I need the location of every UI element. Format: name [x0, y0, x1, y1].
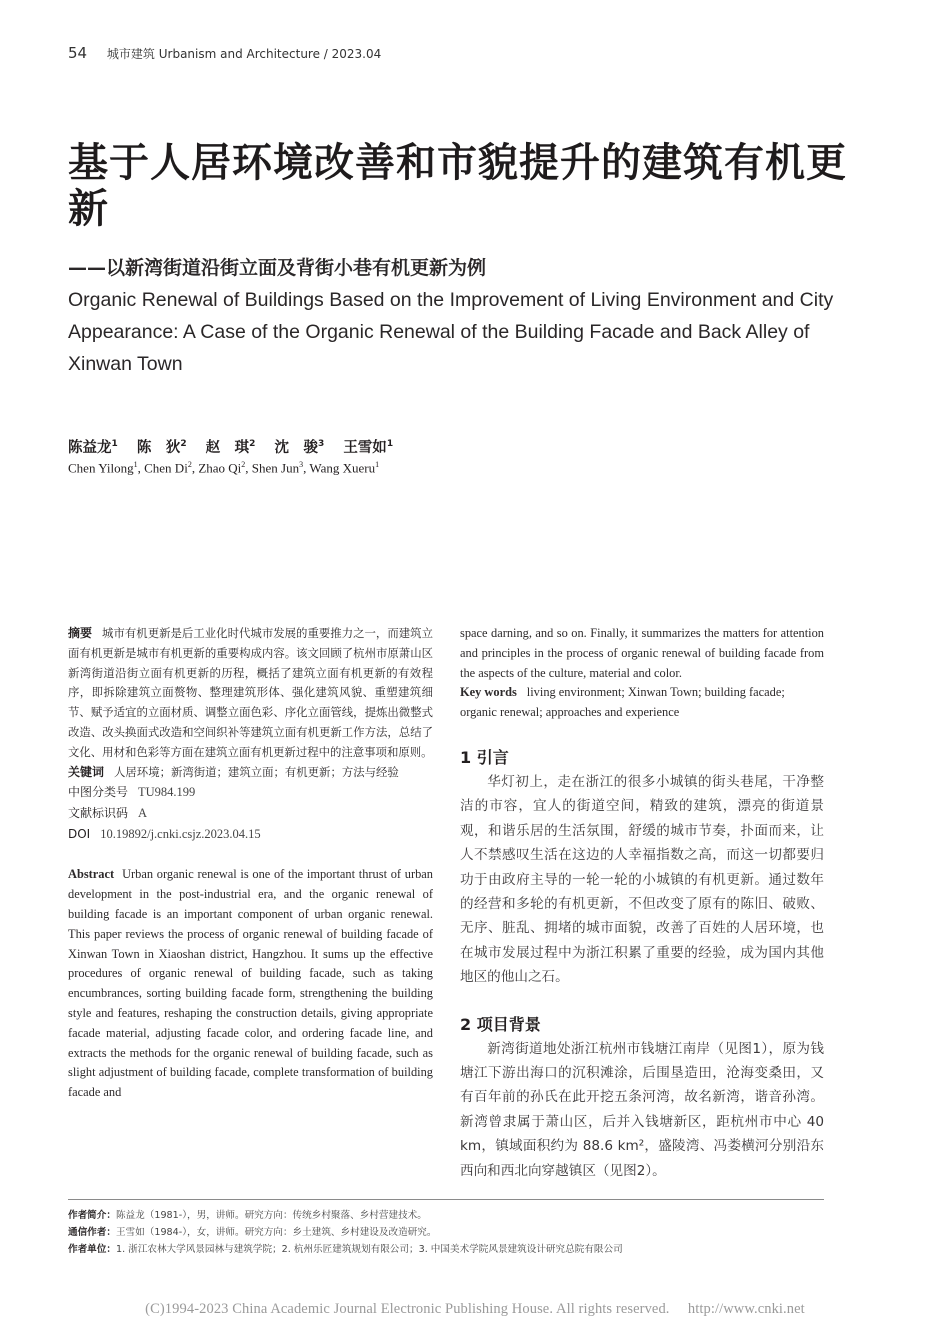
author-list-en	[68, 460, 379, 476]
doi-value[interactable]: 10.19892/j.cnki.csjz.2023.04.15	[100, 827, 261, 842]
keywords-cn-label: 关键词	[68, 764, 105, 779]
abstract-cn	[68, 624, 433, 763]
author-separator: ,	[245, 460, 252, 476]
author-separator: ,	[191, 460, 199, 476]
author-affiliation-mark: 1	[386, 439, 394, 450]
author-affiliation-mark: 2	[180, 439, 187, 450]
author-affiliation-mark: 2	[187, 460, 192, 469]
document-code-value: A	[138, 806, 148, 821]
section-body-introduction: 华灯初上，走在浙江的很多小城镇的街头巷尾，干净整洁的市容，宜人的街道空间，精致的建筑，漂亮的街道景观，和谐乐居的生活氛围，舒缓的城市节奏，扑面而来，让人不禁感叹生活在这边的人幸福指数之高，而这一切都要归功于由政府主导的一轮一轮的小城镇的有机更新。通过数年的经营和多轮的有机更新，不但改变了原有的陈旧、破败、无序、脏乱、拥堵的城市面貌，改善了百姓的人居环境，也在城市发展过程中为浙江积累了重要的经验，成为国内其他地区的他山之石。	[460, 773, 824, 986]
author-name-en: Zhao Qi	[198, 460, 242, 476]
keywords-cn-text: 人居环境；新湾街道；建筑立面；有机更新；方法与经验	[114, 764, 399, 779]
clc-label: 中图分类号	[68, 785, 129, 800]
author-name-en: Chen Yilong	[68, 460, 134, 476]
author-affiliation-mark: 1	[375, 460, 380, 469]
doi	[68, 824, 433, 845]
abstract-en-label: Abstract	[68, 867, 115, 882]
author-list-cn	[68, 436, 407, 457]
section-heading-background: 2 项目背景	[460, 1014, 541, 1034]
author-affiliation-mark: 2	[249, 439, 256, 450]
section-heading-introduction: 1 引言	[460, 747, 509, 767]
abstract-en	[68, 865, 433, 1103]
doi-label: DOI	[68, 827, 91, 842]
footnote-text: 1. 浙江农林大学风景园林与建筑学院；2. 杭州乐匠建筑规划有限公司；3. 中国美术学院风景建筑设计研究总院有限公司	[115, 1244, 623, 1255]
keywords-cn	[68, 763, 433, 783]
footnote-corresponding-author	[68, 1224, 828, 1241]
footnote-text: 王雪如（1984-），女，讲师。研究方向：乡土建筑、乡村建设及改造研究。	[115, 1227, 437, 1238]
footnote-label: 作者简介：	[68, 1210, 116, 1221]
section-body-background: 新湾街道地处浙江杭州市钱塘江南岸（见图1），原为钱塘江下游出海口的沉积滩涂，后围垦造田，沧海变桑田，又有百年前的孙氏在此开挖五条河湾，故名新湾，谐音孙湾。新湾曾隶属于萧山区，后并入钱塘新区，距杭州市中心 40 km，镇域面积约为 88.6 km²，盛陵湾、冯娄横河分别沿东西向和西北向穿越镇区（见图2）。	[460, 1040, 824, 1179]
footnote-text: 陈益龙（1981-），男，讲师。研究方向：传统乡村聚落、乡村营建技术。	[115, 1210, 427, 1221]
author-affiliation-mark: 1	[111, 439, 118, 450]
abstract-en-text: Urban organic renewal is one of the important thrust of urban development in the post-industrial era, and the organic renewal of building facade is an important component of urban organic renewal. This paper reviews the process of organic renewal of building facade of Xinwan Town in Xiaoshan district, Hangzhou. It sums up the effective procedures of organic renewal of building facade, such as taking encumbrances, sorting building facade form, strengthening the building style and features, reshaping the construction details, giving appropriate facade material, adjusting facade color, and ordering facade line, and extracts the methods for the organic renewal of building facade, such as slight adjustment of building facade, complete transformation of building facade and	[68, 867, 433, 1100]
article-title-en: Organic Renewal of Buildings Based on the Improvement of Living Environment and City Appearance: A Case of the Organic Renewal of the Building Facade and Back Alley of Xinwan Town	[68, 289, 834, 375]
abstract-en-continued: space darning, and so on. Finally, it summarizes the matters for attention and principles in the process of organic renewal of building facade from the aspects of the culture, material and color.	[460, 626, 824, 680]
author-name: 陈 狄	[136, 440, 181, 456]
document-code	[68, 803, 433, 824]
page-number: 54	[68, 44, 88, 62]
clc-value: TU984.199	[138, 785, 196, 800]
journal-name: 城市建筑 Urbanism and Architecture / 2023.04	[106, 47, 382, 61]
right-column	[460, 624, 824, 1183]
article-title-cn: 基于人居环境改善和市貌提升的建筑有机更新	[68, 140, 847, 232]
clc-number	[68, 782, 433, 803]
author-affiliation-mark: 3	[317, 439, 325, 450]
document-code-label: 文献标识码	[68, 806, 129, 821]
abstract-cn-text: 城市有机更新是后工业化时代城市发展的重要推力之一，而建筑立面有机更新是城市有机更新的重要构成内容。该文回顾了杭州市原萧山区新湾街道沿街立面有机更新的历程，概括了建筑立面有机更新的有效程序，即拆除建筑立面赘物、整理建筑形体、强化建筑风貌、重塑建筑细节、赋予适宜的立面材质、调整立面色彩、序化立面管线，提炼出微整式改造、改头换面式改造和空间织补等建筑立面有机更新工作方法，总结了文化、用材和色彩等方面在建筑立面有机更新过程中的注意事项和原则。	[68, 626, 433, 759]
footnote-label: 通信作者：	[68, 1227, 116, 1238]
left-column	[68, 624, 433, 1103]
author-name-en: Wang Xueru	[309, 460, 376, 476]
footnote-affiliations	[68, 1241, 828, 1258]
author-name: 赵 琪	[205, 440, 250, 456]
article-subtitle-cn: ——以新湾街道沿街立面及背街小巷有机更新为例	[68, 257, 487, 279]
keywords-en-label: Key words	[460, 685, 517, 700]
copyright-notice: (C)1994-2023 China Academic Journal Electronic Publishing House. All rights reserved. http://www.cnki.net	[145, 1301, 805, 1317]
running-header	[68, 44, 381, 62]
author-affiliation-mark: 1	[133, 460, 138, 469]
keywords-en	[460, 683, 824, 723]
author-name-en: Chen Di	[144, 460, 188, 476]
author-name: 沈 骏	[274, 440, 318, 456]
author-name: 陈益龙	[68, 440, 112, 456]
footnote-divider	[68, 1199, 824, 1200]
footnote-label: 作者单位：	[68, 1244, 116, 1255]
author-name-en: Shen Jun	[251, 460, 300, 476]
keywords-en-text: living environment; Xinwan Town; building facade; organic renewal; approaches and experience	[460, 685, 785, 720]
author-affiliation-mark: 3	[299, 460, 304, 469]
footnotes	[68, 1207, 828, 1258]
author-separator: ,	[137, 460, 145, 476]
author-name: 王雪如	[343, 440, 387, 456]
footnote-author-bio	[68, 1207, 828, 1224]
author-separator: ,	[303, 460, 310, 476]
abstract-cn-label: 摘要	[68, 626, 93, 640]
author-affiliation-mark: 2	[241, 460, 246, 469]
